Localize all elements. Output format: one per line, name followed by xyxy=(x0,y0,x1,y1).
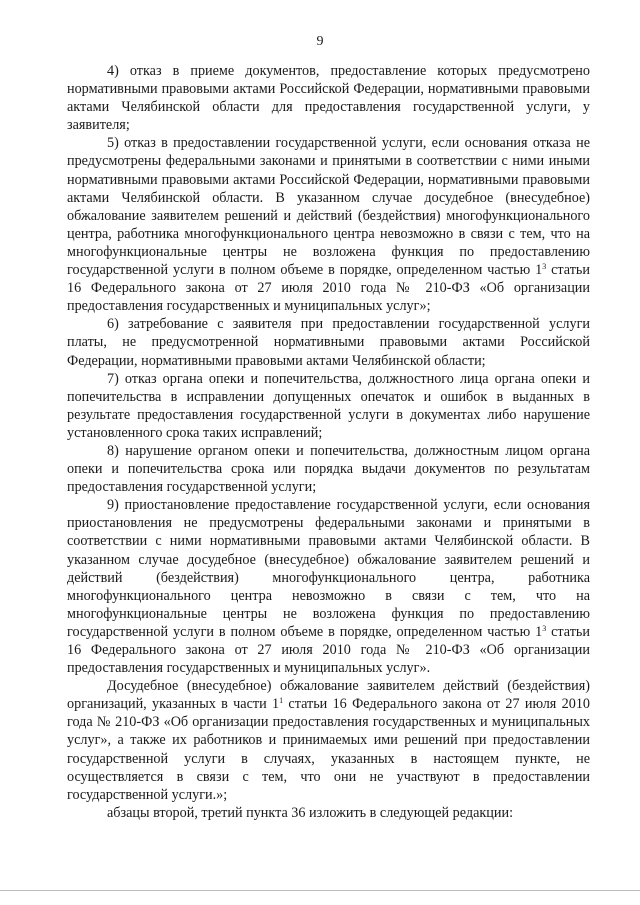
superscript-reference: 1 xyxy=(279,696,284,706)
paragraph-item-8: 8) нарушение органом опеки и попечительства, должностным лицом органа опеки и попечительства срока или порядка выдачи документов по результатам предоставления государственной услуги; xyxy=(67,442,590,496)
paragraph-amendment-intro: абзацы второй, третий пункта 36 изложить в следующей редакции: xyxy=(107,804,514,821)
page-bottom-rule xyxy=(0,890,640,891)
page-number: 9 xyxy=(316,34,324,49)
paragraph-item-5: 5) отказ в предоставлении государственной услуги, если основания отказа не предусмотрены федеральными законами и принятыми в соответствии с ними иными нормативными правовыми актами Российской Федерации, нормативными правовыми актами Челябинской области. В указанном случае досудебное (внесудебное) обжалование заявителем решений и действий (бездействия) многофункционального центра, работника многофункционального центра невозможно в связи с тем, что на многофункциональные центры не возложена функция по предоставлению государственной услуги в полном объеме в порядке, определенном частью $1^3$ статьи 16 Федерального закона от 27 июля 2010 года № 210-ФЗ «Об организации предоставления государственных и муниципальных услуг»; xyxy=(67,135,590,315)
paragraph-item-7: 7) отказ органа опеки и попечительства, должностного лица органа опеки и попечительства в исправлении допущенных опечаток и ошибок в выданных в результате предоставления государственной услуги в документах либо нарушение установленного срока таких исправлений; xyxy=(67,370,590,441)
paragraph-item-4: 4) отказ в приеме документов, предоставление которых предусмотрено нормативными правовыми актами Российской Федерации, нормативными правовыми актами Челябинской области для предоставления государственной услуги, у заявителя; xyxy=(67,63,590,134)
document-body xyxy=(67,62,590,822)
paragraph-item-9: 9) приостановление предоставление государственной услуги, если основания приостановления не предусмотрены федеральными законами и принятыми в соответствии с ними нормативными правовыми актами Челябинской области. В указанном случае досудебное (внесудебное) обжалование заявителем решений и действий (бездействия) многофункционального центра, работника многофункционального центра невозможно в связи с тем, что на многофункциональные центры не возложена функция по предоставлению государственной услуги в полном объеме в порядке, определенном частью $1^3$ статьи 16 Федерального закона от 27 июля 2010 года № 210-ФЗ «Об организации предоставления государственных и муниципальных услуг». xyxy=(67,497,590,677)
paragraph-item-6: 6) затребование с заявителя при предоставлении государственной услуги платы, не предусмотренной нормативными правовыми актами Российской Федерации, нормативными правовыми актами Челябинской области; xyxy=(67,316,590,369)
superscript-reference: 3 xyxy=(542,623,547,633)
paragraph-appeal-note: Досудебное (внесудебное) обжалование заявителем действий (бездействия) организаций, указанных в части $1^1$ статьи 16 Федерального закона от 27 июля 2010 года № 210-ФЗ «Об организации предоставления государственных и муниципальных услуг», а также их работников и принимаемых ими решений при предоставлении государственной услуги в случаях, указанных в настоящем пункте, не осуществляется в связи с тем, что они не участвуют в предоставлении государственной услуги.»; xyxy=(67,678,591,803)
superscript-reference: 3 xyxy=(542,262,547,272)
